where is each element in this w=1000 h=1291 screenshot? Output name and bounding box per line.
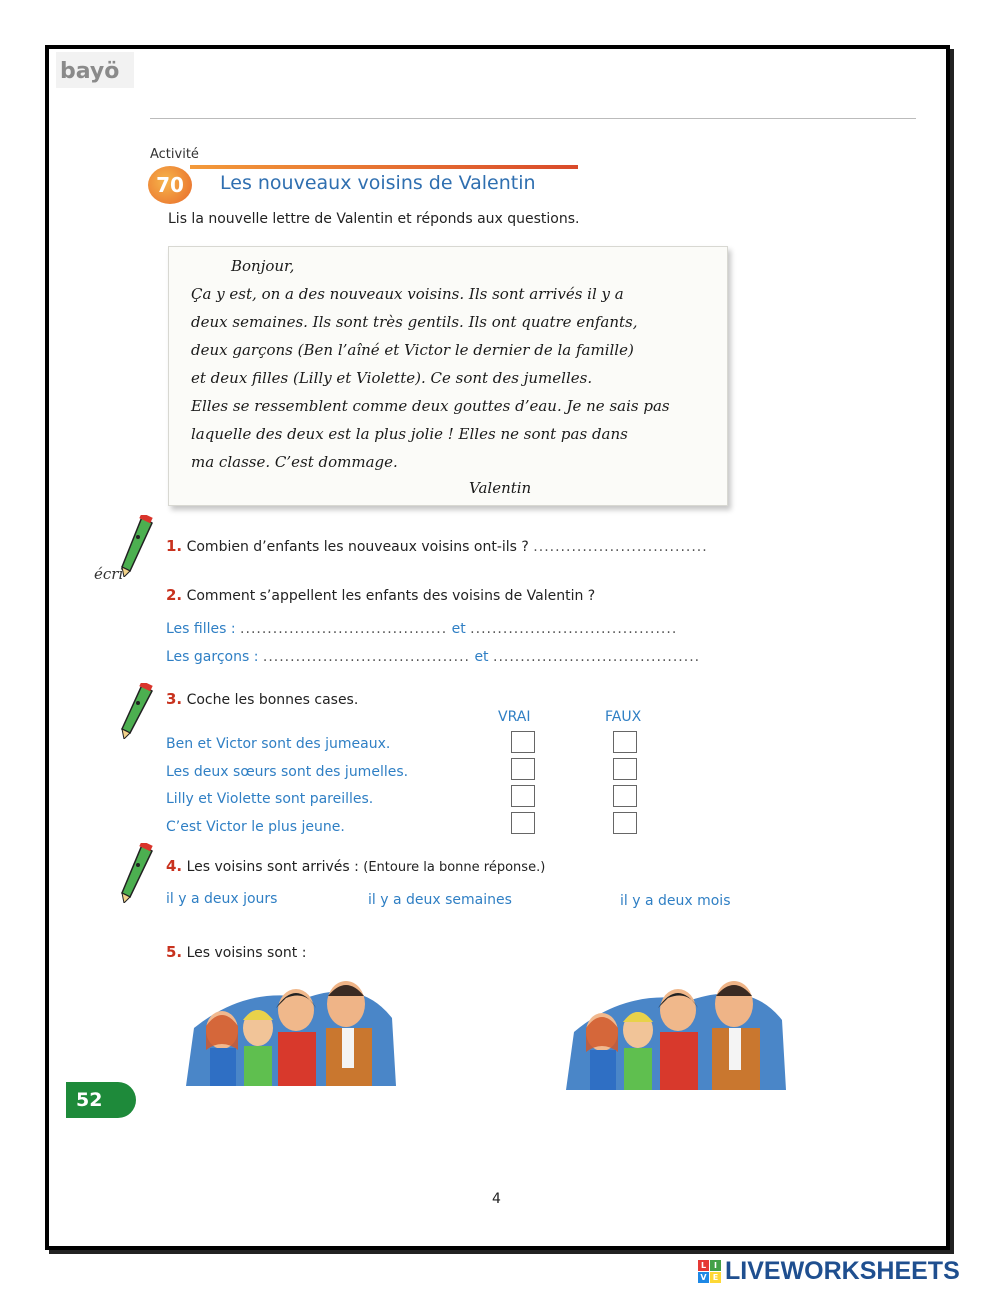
logo-letter: E [710, 1272, 721, 1283]
letter-line: deux garçons (Ben l’aîné et Victor le dernier de la famille) [191, 341, 634, 359]
et-label: et [474, 649, 489, 665]
question-hint: (Entoure la bonne réponse.) [363, 860, 546, 875]
liveworksheets-logo-icon [698, 1260, 721, 1283]
et-label: et [451, 621, 466, 637]
question-number: 2. [166, 586, 183, 604]
activity-bar [190, 165, 578, 169]
question-text: Combien d’enfants les nouveaux voisins ont-ils ? [186, 539, 529, 555]
vrai-checkbox[interactable] [511, 785, 535, 807]
faux-checkbox[interactable] [613, 731, 637, 753]
filles-row [166, 621, 677, 637]
statement: Lilly et Violette sont pareilles. [166, 791, 374, 807]
pencil-mascot-icon [112, 843, 162, 903]
family-image[interactable] [566, 970, 786, 1090]
letter-line: deux semaines. Ils sont très gentils. Ils ont quatre enfants, [191, 313, 638, 331]
letter-line: et deux filles (Lilly et Violette). Ce sont des jumelles. [191, 369, 593, 387]
letter-line: ma classe. C’est dommage. [191, 453, 398, 471]
letter-line: Ça y est, on a des nouveaux voisins. Ils sont arrivés il y a [191, 285, 624, 303]
logo-text: bayö [60, 59, 120, 84]
question-number: 5. [166, 943, 183, 961]
garcons-label: Les garçons : [166, 649, 259, 665]
answer-option[interactable]: il y a deux mois [620, 893, 731, 909]
faux-checkbox[interactable] [613, 785, 637, 807]
answer-blank[interactable]: ................................ [533, 539, 708, 555]
question-number: 1. [166, 537, 183, 555]
filles-label: Les filles : [166, 621, 236, 637]
page-number: 4 [492, 1191, 501, 1207]
question-text: Les voisins sont : [186, 945, 307, 961]
answer-option[interactable]: il y a deux semaines [368, 892, 512, 908]
question-text: Les voisins sont arrivés : [186, 859, 359, 875]
statement: Ben et Victor sont des jumeaux. [166, 736, 391, 752]
faux-checkbox[interactable] [613, 758, 637, 780]
letter-card [168, 246, 728, 506]
statement: C’est Victor le plus jeune. [166, 819, 345, 835]
ecri-label: écri [94, 565, 124, 583]
activity-label: Activité [150, 147, 199, 162]
logo-letter: L [698, 1260, 709, 1271]
activity-instruction: Lis la nouvelle lettre de Valentin et réponds aux questions. [168, 211, 580, 227]
question-5 [166, 943, 306, 961]
vrai-checkbox[interactable] [511, 812, 535, 834]
col-faux: FAUX [605, 709, 642, 725]
letter-signature: Valentin [469, 479, 532, 497]
bayo-logo [56, 52, 134, 88]
question-text: Coche les bonnes cases. [186, 692, 359, 708]
liveworksheets-brand[interactable] [698, 1257, 960, 1285]
vrai-checkbox[interactable] [511, 731, 535, 753]
col-vrai: VRAI [498, 709, 531, 725]
garcons-row [166, 649, 700, 665]
family-image[interactable] [186, 968, 396, 1086]
question-3 [166, 690, 358, 708]
brand-text: LIVEWORKSHEETS [725, 1256, 960, 1285]
answer-option[interactable]: il y a deux jours [166, 891, 278, 907]
question-4 [166, 857, 545, 875]
statement: Les deux sœurs sont des jumelles. [166, 764, 409, 780]
answer-blank[interactable]: ...................................... [493, 649, 701, 665]
question-1 [166, 537, 708, 555]
activity-title: Les nouveaux voisins de Valentin [220, 172, 536, 194]
logo-letter: V [698, 1272, 709, 1283]
letter-greeting: Bonjour, [231, 257, 295, 275]
answer-blank[interactable]: ...................................... [240, 621, 448, 637]
answer-blank[interactable]: ...................................... [262, 649, 470, 665]
faux-checkbox[interactable] [613, 812, 637, 834]
question-2 [166, 586, 595, 604]
pencil-mascot-icon [112, 683, 162, 739]
activity-number: 70 [148, 166, 192, 204]
letter-line: Elles se ressemblent comme deux gouttes d’eau. Je ne sais pas [191, 397, 670, 415]
question-number: 3. [166, 690, 183, 708]
question-number: 4. [166, 857, 183, 875]
answer-blank[interactable]: ...................................... [470, 621, 678, 637]
letter-line: laquelle des deux est la plus jolie ! Elles ne sont pas dans [191, 425, 628, 443]
vrai-checkbox[interactable] [511, 758, 535, 780]
question-text: Comment s’appellent les enfants des voisins de Valentin ? [186, 588, 596, 604]
header-rule [150, 118, 916, 119]
page-badge: 52 [66, 1082, 136, 1118]
logo-letter: I [710, 1260, 721, 1271]
